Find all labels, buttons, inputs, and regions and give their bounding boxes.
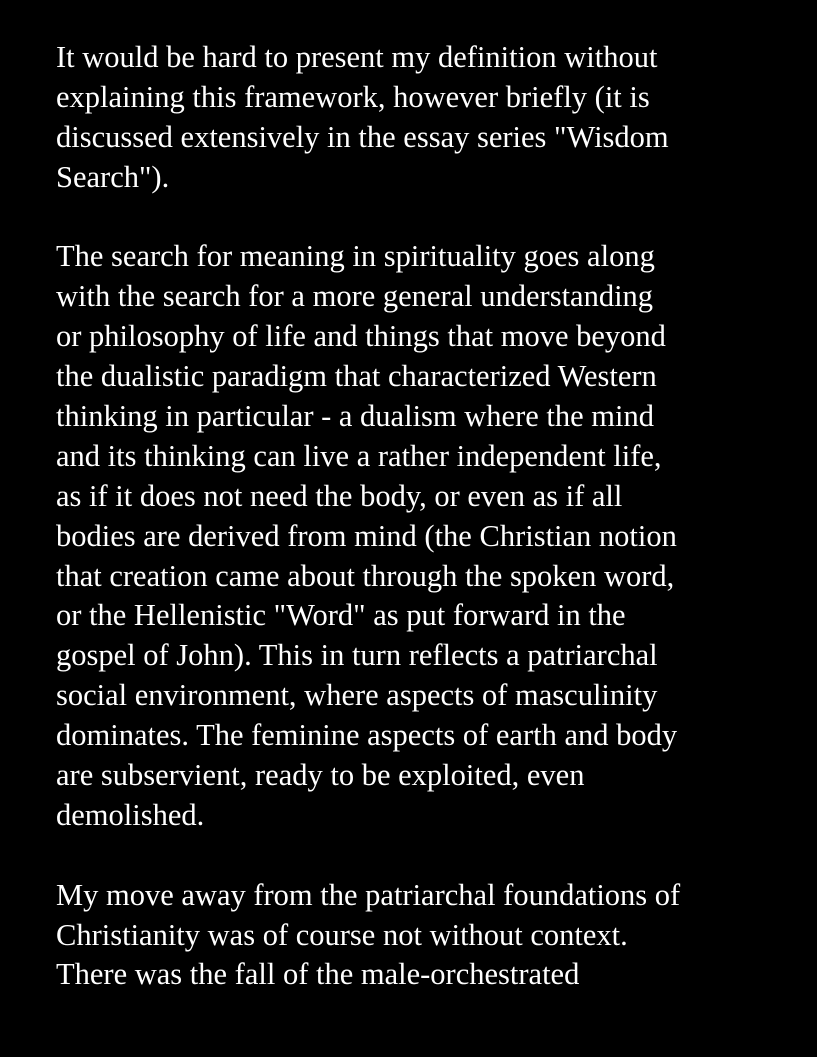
paragraph-line: Christianity was of course not without context. [56, 917, 628, 952]
paragraph-line: demolished. [56, 797, 205, 832]
paragraph-line: or philosophy of life and things that move beyond [56, 319, 666, 354]
document-body [56, 38, 796, 995]
paragraph-line: explaining this framework, however briefly (it is [56, 79, 650, 114]
paragraph-line: There was the fall of the male-orchestrated [56, 957, 580, 992]
paragraph-line: Search"). [56, 159, 170, 194]
paragraph-spacer [56, 836, 796, 876]
paragraph-3 [56, 876, 796, 996]
paragraph-line: are subservient, ready to be exploited, even [56, 758, 585, 793]
paragraph-line: discussed extensively in the essay series "Wisdom [56, 119, 669, 154]
paragraph-line: gospel of John). This in turn reflects a patriarchal [56, 638, 658, 673]
paragraph-spacer [56, 198, 796, 238]
paragraph-line: dominates. The feminine aspects of earth and body [56, 718, 678, 753]
paragraph-line: with the search for a more general understanding [56, 279, 654, 314]
paragraph-line: as if it does not need the body, or even as if all [56, 478, 623, 513]
paragraph-line: My move away from the patriarchal foundations of [56, 877, 681, 912]
paragraph-line: and its thinking can live a rather independent life, [56, 438, 662, 473]
paragraph-line: social environment, where aspects of masculinity [56, 678, 658, 713]
paragraph-line: It would be hard to present my definition without [56, 40, 658, 74]
paragraph-line: the dualistic paradigm that characterized Western [56, 359, 657, 394]
paragraph-line: bodies are derived from mind (the Christian notion [56, 518, 677, 553]
paragraph-2 [56, 237, 796, 835]
paragraph-1 [56, 38, 796, 198]
paragraph-line: thinking in particular - a dualism where the mind [56, 399, 654, 434]
paragraph-line: The search for meaning in spirituality goes along [56, 239, 655, 274]
paragraph-line: that creation came about through the spoken word, [56, 558, 675, 593]
paragraph-line: or the Hellenistic "Word" as put forward in the [56, 598, 626, 633]
